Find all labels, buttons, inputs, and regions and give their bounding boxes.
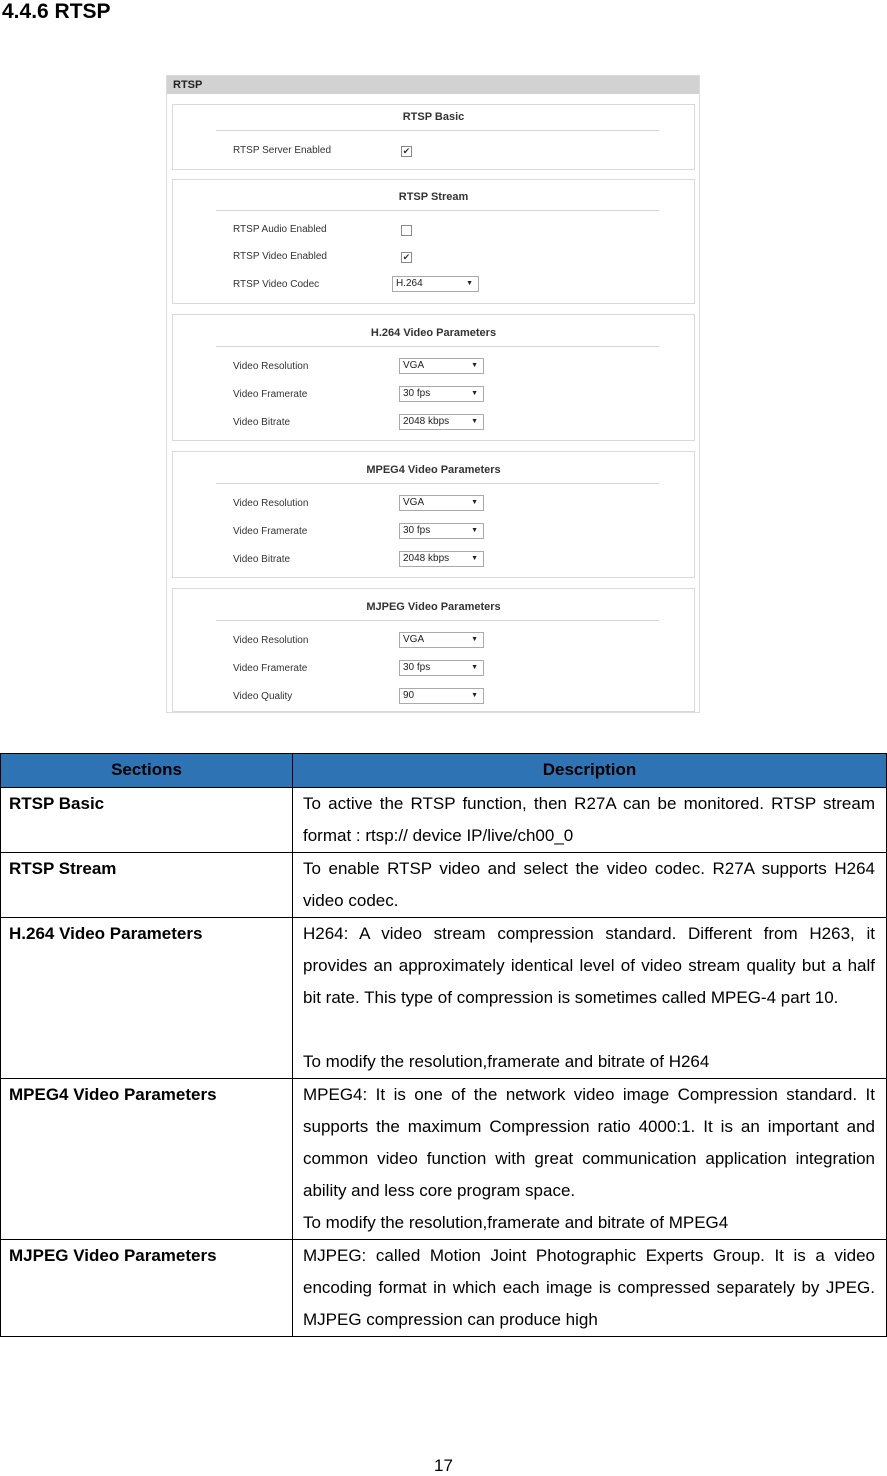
mjpeg-params-title: MJPEG Video Parameters: [366, 601, 501, 613]
description-text: MPEG4: It is one of the network video image Compression standard. It supports the maximum Compression ratio 4000:1. It is an important and common video function with great communication application integration ability and less core program space.: [303, 1085, 875, 1200]
rtsp-audio-enabled-label: RTSP Audio Enabled: [233, 224, 327, 235]
description-cell: [293, 918, 887, 1079]
rtsp-page-title: RTSP: [167, 76, 699, 94]
dropdown-arrow-icon: ▼: [471, 664, 478, 671]
table-row: [1, 918, 887, 1079]
description-cell: [293, 853, 887, 918]
divider: [216, 620, 659, 621]
section-cell: H.264 Video Parameters: [1, 918, 293, 1079]
mjpeg-framerate-label: Video Framerate: [233, 663, 308, 674]
rtsp-basic-panel: [172, 104, 695, 170]
select-value: 90: [403, 690, 415, 701]
dropdown-arrow-icon: ▼: [471, 390, 478, 397]
divider: [216, 130, 659, 131]
description-text: To modify the resolution,framerate and bitrate of MPEG4: [303, 1213, 729, 1232]
description-text: MJPEG: called Motion Joint Photographic Experts Group. It is a video encoding format in which each image is compressed separately by JPEG. MJPEG compression can produce high: [303, 1246, 875, 1329]
description-cell: [293, 1079, 887, 1240]
mpeg4-framerate-select[interactable]: [399, 523, 484, 539]
mpeg4-params-title: MPEG4 Video Parameters: [366, 464, 501, 476]
select-value: 30 fps: [403, 388, 431, 399]
sections-description-table: [0, 753, 887, 1337]
divider: [216, 483, 659, 484]
page-number: 17: [434, 1456, 453, 1475]
mpeg4-params-panel: [172, 451, 695, 578]
rtsp-audio-enabled-checkbox[interactable]: [401, 225, 412, 236]
rtsp-basic-title: RTSP Basic: [402, 111, 465, 123]
mpeg4-bitrate-label: Video Bitrate: [233, 554, 291, 565]
table-row: [1, 853, 887, 918]
mjpeg-quality-select[interactable]: [399, 688, 484, 704]
table-row: [1, 788, 887, 853]
rtsp-stream-title: RTSP Stream: [398, 191, 469, 203]
section-cell: MPEG4 Video Parameters: [1, 1079, 293, 1240]
select-value: VGA: [403, 360, 425, 371]
dropdown-arrow-icon: ▼: [471, 555, 478, 562]
description-text: To active the RTSP function, then R27A can be monitored. RTSP stream format : rtsp:// device IP/live/ch00_0: [303, 794, 875, 845]
divider: [216, 210, 659, 211]
rtsp-settings-screenshot: [166, 75, 700, 713]
select-value: VGA: [403, 634, 425, 645]
h264-params-panel: [172, 314, 695, 441]
rtsp-video-codec-select[interactable]: [392, 276, 479, 292]
mjpeg-resolution-label: Video Resolution: [233, 635, 309, 646]
rtsp-video-enabled-checkbox[interactable]: ✔: [402, 252, 411, 262]
h264-bitrate-select[interactable]: [399, 414, 484, 430]
mpeg4-resolution-label: Video Resolution: [233, 498, 309, 509]
section-cell: RTSP Basic: [1, 788, 293, 853]
mjpeg-quality-label: Video Quality: [233, 691, 293, 702]
dropdown-arrow-icon: ▼: [471, 499, 478, 506]
h264-params-title: H.264 Video Parameters: [370, 327, 497, 339]
section-cell: MJPEG Video Parameters: [1, 1240, 293, 1337]
description-text: H264: A video stream compression standard. Different from H263, it provides an approximately identical level of video stream quality but a half bit rate. This type of compression is sometimes called MPEG-4 part 10.: [303, 924, 875, 1007]
rtsp-server-enabled-label: RTSP Server Enabled: [233, 145, 332, 156]
h264-resolution-label: Video Resolution: [233, 361, 309, 372]
dropdown-arrow-icon: ▼: [471, 527, 478, 534]
dropdown-arrow-icon: ▼: [471, 636, 478, 643]
section-cell: RTSP Stream: [1, 853, 293, 918]
table-header-row: [1, 754, 887, 788]
rtsp-video-enabled-label: RTSP Video Enabled: [233, 251, 327, 262]
select-value: 2048 kbps: [403, 553, 450, 564]
dropdown-arrow-icon: ▼: [471, 362, 478, 369]
rtsp-video-codec-label: RTSP Video Codec: [233, 279, 320, 290]
select-value: 2048 kbps: [403, 416, 450, 427]
mpeg4-bitrate-select[interactable]: [399, 551, 484, 567]
select-value: VGA: [403, 497, 425, 508]
rtsp-server-enabled-checkbox[interactable]: ✔: [402, 146, 411, 156]
h264-resolution-select[interactable]: [399, 358, 484, 374]
dropdown-arrow-icon: ▼: [466, 280, 473, 287]
h264-framerate-select[interactable]: [399, 386, 484, 402]
description-text: To modify the resolution,framerate and bitrate of H264: [303, 1052, 710, 1071]
mjpeg-framerate-select[interactable]: [399, 660, 484, 676]
paragraph-gap: [303, 1014, 875, 1046]
dropdown-arrow-icon: ▼: [471, 418, 478, 425]
codec-value: H.264: [396, 278, 423, 289]
rtsp-stream-panel: [172, 179, 695, 304]
section-heading: 4.4.6 RTSP: [2, 0, 111, 23]
description-cell: [293, 788, 887, 853]
mjpeg-resolution-select[interactable]: [399, 632, 484, 648]
description-cell: [293, 1240, 887, 1337]
column-header-sections: Sections: [1, 754, 293, 788]
table-row: [1, 1079, 887, 1240]
mjpeg-params-panel: [172, 588, 695, 712]
column-header-description: Description: [293, 754, 887, 788]
select-value: 30 fps: [403, 662, 431, 673]
h264-framerate-label: Video Framerate: [233, 389, 308, 400]
mpeg4-resolution-select[interactable]: [399, 495, 484, 511]
select-value: 30 fps: [403, 525, 431, 536]
dropdown-arrow-icon: ▼: [471, 692, 478, 699]
table-row: [1, 1240, 887, 1337]
description-text: To enable RTSP video and select the video codec. R27A supports H264 video codec.: [303, 859, 875, 910]
divider: [216, 346, 659, 347]
h264-bitrate-label: Video Bitrate: [233, 417, 291, 428]
mpeg4-framerate-label: Video Framerate: [233, 526, 308, 537]
